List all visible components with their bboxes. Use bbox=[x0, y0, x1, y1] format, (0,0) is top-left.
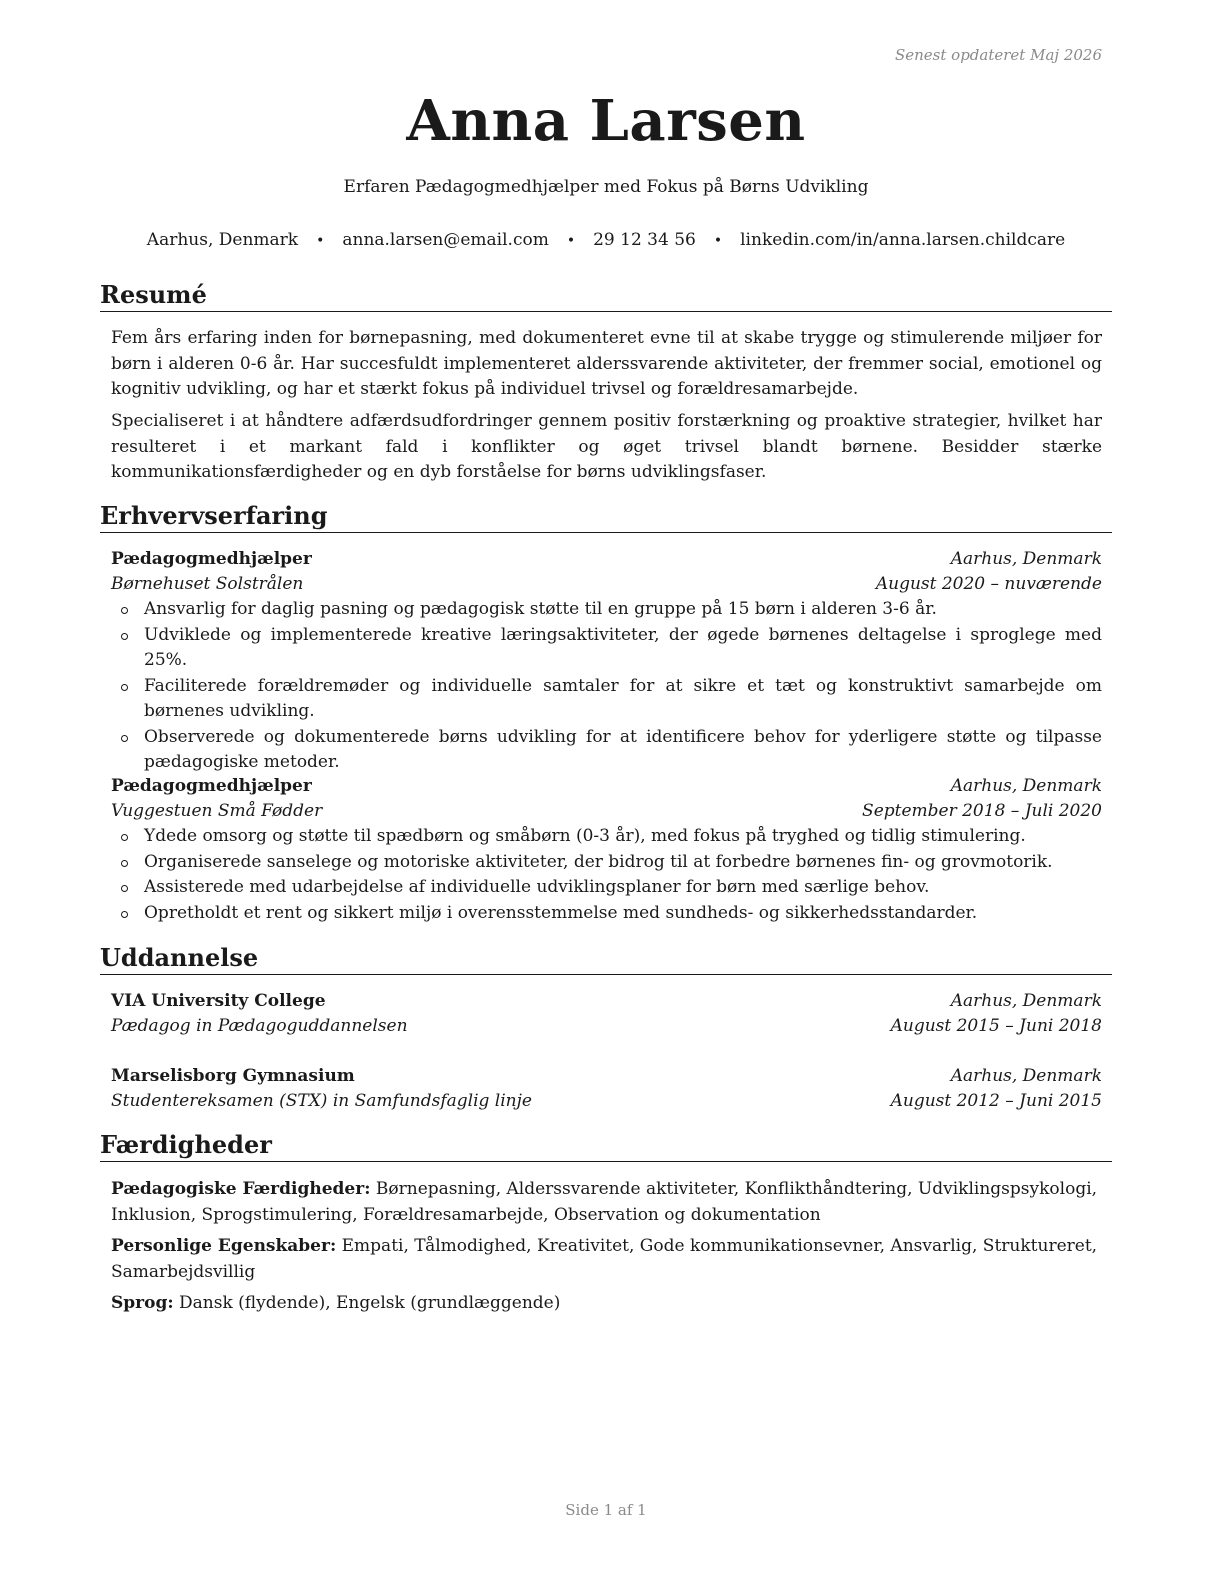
resume-page bbox=[100, 0, 1112, 1584]
list-item: Opretholdt et rent og sikkert miljø i overensstemmelse med sundheds- og sikkerhedsstandarder. bbox=[111, 901, 1102, 927]
job-dates: August 2020 – nuværende bbox=[875, 574, 1102, 594]
candidate-name: Anna Larsen bbox=[406, 88, 806, 154]
education-degree: Studentereksamen (STX) in Samfundsfaglig linje bbox=[111, 1091, 532, 1111]
education-subheader bbox=[111, 1014, 1102, 1039]
list-item: Ydede omsorg og støtte til spædbørn og småbørn (0-3 år), med fokus på tryghed og tidlig stimulering. bbox=[111, 824, 1102, 850]
list-item: Observerede og dokumenterede børns udvikling for at identificere behov for yderligere støtte og tilpasse pædagogiske metoder. bbox=[111, 725, 1102, 776]
skill-group bbox=[111, 1177, 1102, 1228]
contact-phone: 29 12 34 56 bbox=[593, 230, 696, 250]
contact-location: Aarhus, Denmark bbox=[146, 230, 299, 250]
job-role: Pædagogmedhjælper bbox=[111, 776, 312, 796]
education-dates: August 2015 – Juni 2018 bbox=[890, 1016, 1102, 1036]
list-item: Udviklede og implementerede kreative læringsaktiviteter, der øgede børnenes deltagelse i sproglege med 25%. bbox=[111, 623, 1102, 674]
candidate-subtitle: Erfaren Pædagogmedhjælper med Fokus på Børns Udvikling bbox=[343, 177, 869, 197]
summary-paragraph-2: Specialiseret i at håndtere adfærdsudfordringer gennem positiv forstærkning og proaktive strategier, hvilket har resulteret i et markant fald i konflikter og øget trivsel blandt børnene. Besidder stærke kommunikationsfærdigheder og en dyb forståelse for børns udviklingsfaser. bbox=[111, 411, 1102, 482]
job-header bbox=[111, 774, 1102, 799]
skill-group-value: Dansk (flydende), Engelsk (grundlæggende) bbox=[179, 1293, 561, 1313]
education-school: Marselisborg Gymnasium bbox=[111, 1066, 355, 1086]
bullet-separator: • bbox=[316, 233, 325, 249]
section-title-education: Uddannelse bbox=[100, 943, 1112, 975]
skill-group-label: Sprog: bbox=[111, 1293, 174, 1313]
job-role: Pædagogmedhjælper bbox=[111, 549, 312, 569]
skill-group bbox=[111, 1234, 1102, 1285]
education-dates: August 2012 – Juni 2015 bbox=[890, 1091, 1102, 1111]
education-subheader bbox=[111, 1089, 1102, 1114]
job-subheader bbox=[111, 799, 1102, 824]
bullet-separator: • bbox=[713, 233, 723, 249]
job-header bbox=[111, 547, 1102, 572]
section-title-summary: Resumé bbox=[100, 280, 1112, 312]
summary-paragraph-1: Fem års erfaring inden for børnepasning, med dokumenteret evne til at skabe trygge og stimulerende miljøer for børn i alderen 0-6 år. Har succesfuldt implementeret alderssvarende aktiviteter, der fremmer social, emotionel og kognitiv udvikling, og har et stærkt fokus på individuel trivsel og forældresamarbejde. bbox=[111, 328, 1102, 399]
job-location: Aarhus, Denmark bbox=[950, 549, 1102, 569]
section-title-experience: Erhvervserfaring bbox=[100, 501, 1112, 533]
skill-group-value: Empati, Tålmodighed, Kreativitet, Gode kommunikationsevner, Ansvarlig, Struktureret, Samarbejdsvillig bbox=[111, 1236, 1098, 1282]
skill-group-value: Børnepasning, Alderssvarende aktiviteter, Konflikthåndtering, Udviklingspsykologi, Inklusion, Sprogstimulering, Forældresamarbejde, Observation og dokumentation bbox=[111, 1179, 1098, 1225]
job-subheader bbox=[111, 572, 1102, 597]
education-location: Aarhus, Denmark bbox=[950, 991, 1102, 1011]
contact-line bbox=[100, 228, 1112, 253]
education-degree: Pædagog in Pædagoguddannelsen bbox=[111, 1016, 408, 1036]
education-header bbox=[111, 1064, 1102, 1089]
education-location: Aarhus, Denmark bbox=[950, 1066, 1102, 1086]
contact-linkedin[interactable]: linkedin.com/in/anna.larsen.childcare bbox=[740, 230, 1066, 250]
skill-group-label: Personlige Egenskaber: bbox=[111, 1236, 337, 1256]
list-item: Ansvarlig for daglig pasning og pædagogisk støtte til en gruppe på 15 børn i alderen 3-6 år. bbox=[111, 597, 1102, 623]
list-item: Faciliterede forældremøder og individuelle samtaler for at sikre et tæt og konstruktivt samarbejde om børnenes udvikling. bbox=[111, 674, 1102, 725]
list-item: Assisterede med udarbejdelse af individuelle udviklingsplaner for børn med særlige behov. bbox=[111, 875, 1102, 901]
job-bullets bbox=[111, 824, 1102, 926]
job-employer: Vuggestuen Små Fødder bbox=[111, 801, 323, 821]
list-item: Organiserede sanselege og motoriske aktiviteter, der bidrog til at forbedre børnenes fin- og grovmotorik. bbox=[111, 850, 1102, 876]
job-location: Aarhus, Denmark bbox=[950, 776, 1102, 796]
bullet-separator: • bbox=[566, 233, 576, 249]
last-updated: Senest opdateret Maj 2026 bbox=[894, 46, 1102, 64]
contact-email[interactable]: anna.larsen@email.com bbox=[342, 230, 549, 250]
job-employer: Børnehuset Solstrålen bbox=[111, 574, 304, 594]
job-dates: September 2018 – Juli 2020 bbox=[862, 801, 1102, 821]
page-number: Side 1 af 1 bbox=[565, 1501, 647, 1519]
skill-group bbox=[111, 1291, 1102, 1317]
job-bullets bbox=[111, 597, 1102, 776]
education-header bbox=[111, 989, 1102, 1014]
section-title-skills: Færdigheder bbox=[100, 1130, 1112, 1162]
skill-group-label: Pædagogiske Færdigheder: bbox=[111, 1179, 371, 1199]
education-school: VIA University College bbox=[111, 991, 326, 1011]
